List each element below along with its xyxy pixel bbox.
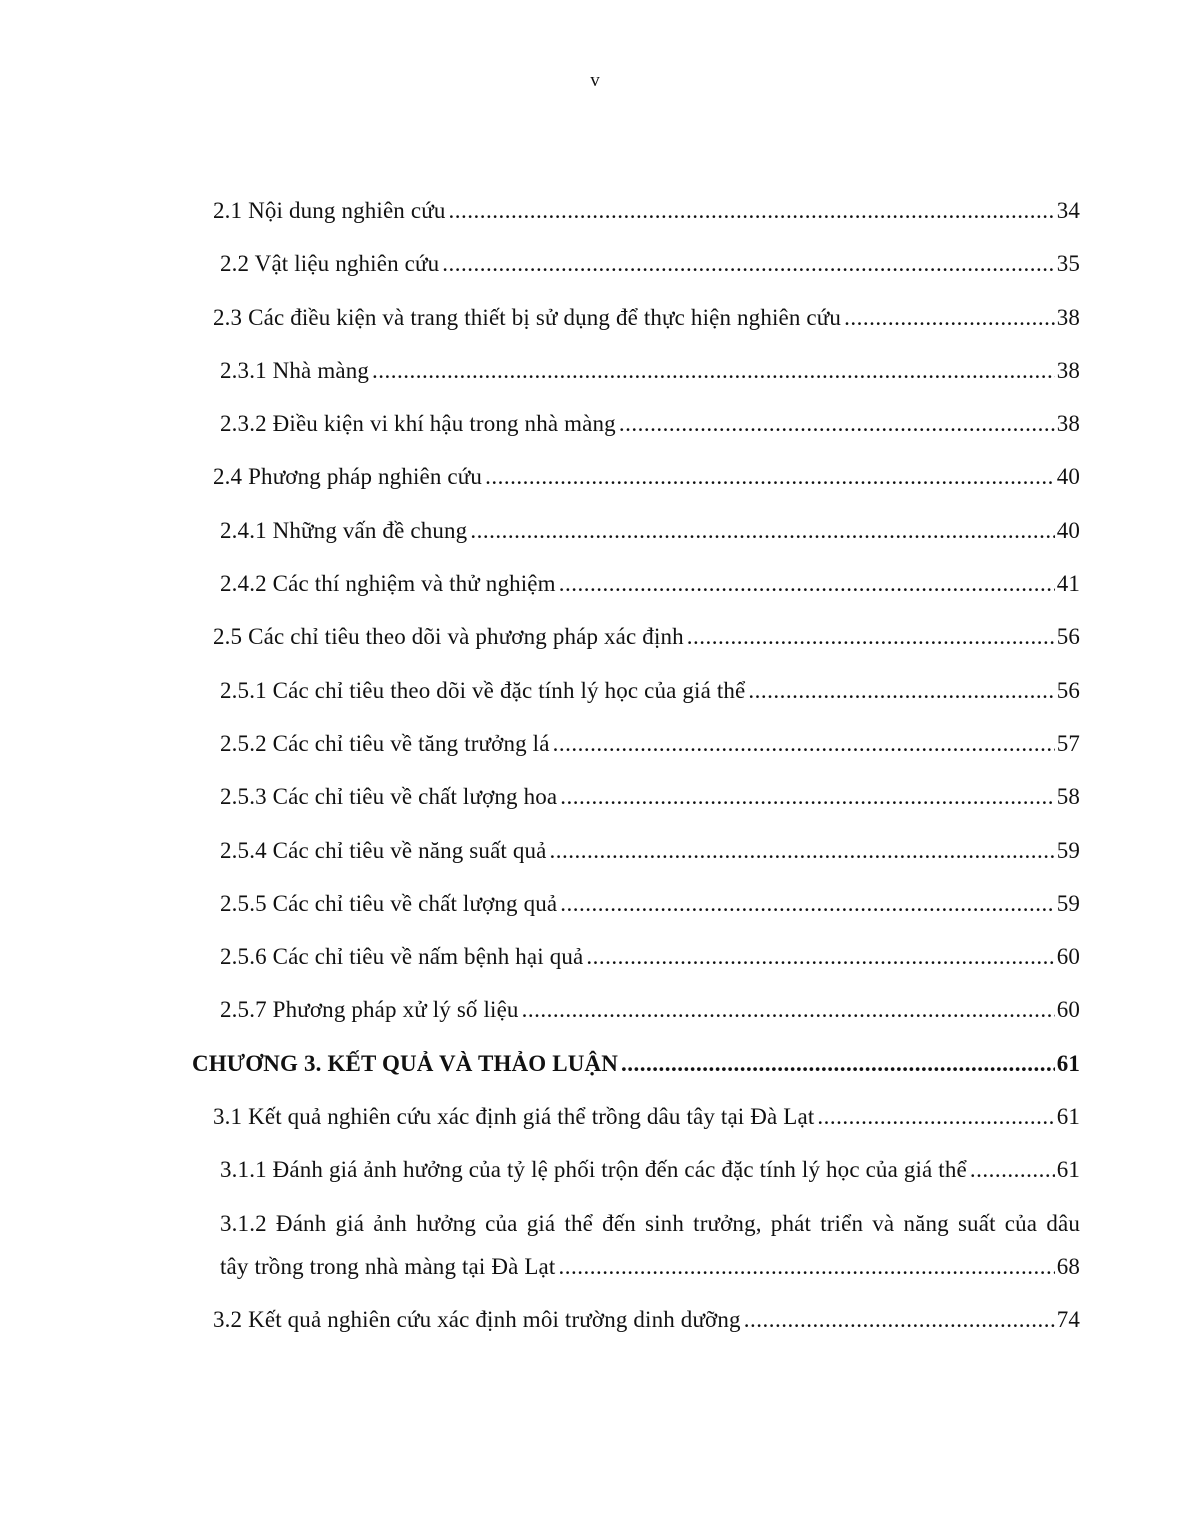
dot-leader — [372, 350, 1055, 391]
toc-entry-2-5-3[interactable] — [192, 776, 1080, 829]
toc-entry-title: 2.3.1 Nhà màng — [220, 357, 370, 383]
toc-entry-2-5-5[interactable] — [192, 883, 1080, 936]
toc-entry-page: 34 — [1056, 198, 1080, 223]
toc-entry-3-2[interactable] — [192, 1299, 1080, 1352]
toc-entry-2-4-2[interactable] — [192, 563, 1080, 616]
toc-entry-2-4-1[interactable] — [192, 510, 1080, 563]
toc-entry-title: 2.5.2 Các chỉ tiêu về tăng trưởng lá — [220, 730, 550, 756]
dot-leader — [448, 190, 1054, 231]
dot-leader — [970, 1149, 1055, 1190]
toc-entry-title: 3.2 Kết quả nghiên cứu xác định môi trường dinh dưỡng — [213, 1306, 741, 1332]
toc-entry-page: 41 — [1056, 571, 1080, 597]
toc-entry-page: 68 — [1056, 1253, 1080, 1279]
toc-entry-title: 2.2 Vật liệu nghiên cứu — [220, 251, 440, 277]
toc-entry-page: 38 — [1056, 357, 1080, 383]
toc-entry-title: 3.1.1 Đánh giá ảnh hưởng của tỷ lệ phối trộn đến các đặc tính lý học của giá thể — [220, 1157, 967, 1183]
toc-entry-title: 2.5 Các chỉ tiêu theo dõi và phương pháp xác định — [213, 624, 684, 650]
toc-entry-chapter-3[interactable] — [192, 1043, 1080, 1096]
page-number: v — [590, 70, 600, 91]
dot-leader — [844, 297, 1055, 338]
dot-leader — [560, 883, 1054, 924]
toc-entry-page: 38 — [1056, 411, 1080, 437]
toc-entry-title: 2.4 Phương pháp nghiên cứu — [213, 464, 483, 490]
toc-entry-title-line1: 3.1.2 Đánh giá ảnh hưởng của giá thể đến sinh trưởng, phát triển và năng suất của dâu — [220, 1210, 1080, 1236]
toc-entry-3-1-1[interactable] — [192, 1149, 1080, 1202]
toc-entry-page: 60 — [1056, 944, 1080, 970]
toc-entry-2-1[interactable] — [192, 190, 1080, 243]
toc-entry-2-3-1[interactable] — [192, 350, 1080, 403]
dot-leader — [744, 1299, 1055, 1340]
toc-entry-page: 60 — [1056, 997, 1080, 1023]
toc-entry-title: 2.1 Nội dung nghiên cứu — [213, 198, 446, 223]
toc-entry-title: CHƯƠNG 3. KẾT QUẢ VÀ THẢO LUẬN — [192, 1050, 619, 1076]
toc-entry-title: 2.3 Các điều kiện và trang thiết bị sử dụng để thực hiện nghiên cứu — [213, 304, 842, 330]
toc-entry-title: 3.1 Kết quả nghiên cứu xác định giá thể trồng dâu tây tại Đà Lạt — [213, 1104, 815, 1130]
toc-entry-2-5-2[interactable] — [192, 723, 1080, 776]
toc-entry-title: 2.5.4 Các chỉ tiêu về năng suất quả — [220, 837, 547, 863]
toc-entry-page: 61 — [1056, 1050, 1080, 1076]
toc-entry-title: 2.5.1 Các chỉ tiêu theo dõi về đặc tính lý học của giá thể — [220, 677, 746, 703]
dot-leader — [687, 616, 1055, 657]
toc-entry-title: 2.3.2 Điều kiện vi khí hậu trong nhà màng — [220, 411, 616, 437]
toc-entry-page: 40 — [1056, 517, 1080, 543]
dot-leader — [470, 510, 1054, 551]
toc-entry-title: 2.5.5 Các chỉ tiêu về chất lượng quả — [220, 890, 558, 916]
toc-entry-page: 59 — [1056, 890, 1080, 916]
toc-entry-page: 61 — [1056, 1157, 1080, 1183]
dot-leader — [817, 1096, 1054, 1137]
toc-entry-2-5[interactable] — [192, 616, 1080, 669]
toc-entry-2-5-6[interactable] — [192, 936, 1080, 989]
dot-leader — [485, 456, 1055, 497]
toc-entry-page: 74 — [1056, 1306, 1080, 1332]
toc-entry-title: 2.5.6 Các chỉ tiêu về nấm bệnh hại quả — [220, 944, 584, 970]
dot-leader — [748, 670, 1054, 711]
dot-leader — [550, 830, 1055, 871]
toc-entry-title: 2.5.7 Phương pháp xử lý số liệu — [220, 997, 519, 1023]
toc-entry-3-1-2[interactable] — [192, 1203, 1080, 1299]
dot-leader — [558, 1246, 1054, 1287]
toc-entry-page: 58 — [1056, 784, 1080, 810]
dot-leader — [586, 936, 1054, 977]
dot-leader — [442, 243, 1054, 284]
toc-entry-page: 38 — [1056, 304, 1080, 330]
toc-entry-title: 2.4.1 Những vấn đề chung — [220, 517, 468, 543]
toc-entry-2-4[interactable] — [192, 456, 1080, 509]
toc-entry-2-5-7[interactable] — [192, 989, 1080, 1042]
toc-entry-page: 40 — [1056, 464, 1080, 490]
toc-entry-2-3[interactable] — [192, 297, 1080, 350]
toc-entry-2-5-4[interactable] — [192, 830, 1080, 883]
toc-entry-page: 56 — [1056, 677, 1080, 703]
toc-entry-2-2[interactable] — [192, 243, 1080, 296]
dot-leader — [621, 1043, 1055, 1084]
dot-leader — [522, 989, 1055, 1030]
toc-entry-title: 2.5.3 Các chỉ tiêu về chất lượng hoa — [220, 784, 558, 810]
toc-entry-2-5-1[interactable] — [192, 670, 1080, 723]
dot-leader — [559, 563, 1055, 604]
toc-entry-2-3-2[interactable] — [192, 403, 1080, 456]
dot-leader — [560, 776, 1054, 817]
table-of-contents — [192, 190, 1080, 1352]
dot-leader — [619, 403, 1055, 444]
toc-entry-page: 56 — [1056, 624, 1080, 650]
toc-entry-page: 59 — [1056, 837, 1080, 863]
toc-entry-page: 57 — [1056, 730, 1080, 756]
toc-entry-title-line2: tây trồng trong nhà màng tại Đà Lạt — [220, 1253, 556, 1279]
toc-entry-page: 61 — [1056, 1104, 1080, 1130]
toc-entry-page: 35 — [1056, 251, 1080, 277]
toc-entry-3-1[interactable] — [192, 1096, 1080, 1149]
toc-entry-title: 2.4.2 Các thí nghiệm và thử nghiệm — [220, 571, 556, 597]
dot-leader — [553, 723, 1055, 764]
